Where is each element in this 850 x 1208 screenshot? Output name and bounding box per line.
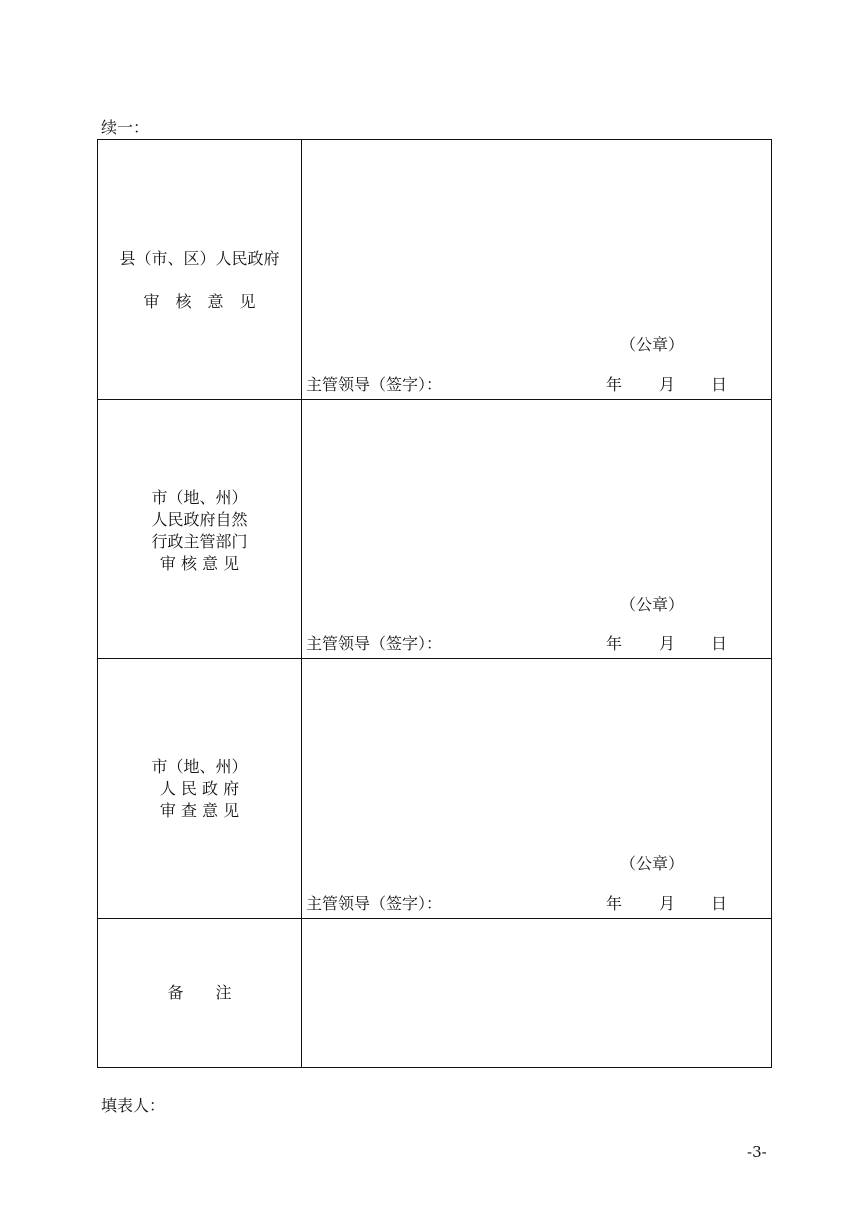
label-line: 审 核 意 见 — [159, 554, 240, 573]
municipal-dept-review-row — [98, 399, 771, 658]
label-line: 行政主管部门 — [151, 532, 248, 551]
municipal-dept-review-label — [98, 487, 301, 575]
seal-label: （公章） — [620, 335, 685, 354]
signer-label: 主管领导（签字）： — [306, 894, 443, 913]
seal-label: （公章） — [620, 595, 685, 614]
page-number: -3- — [747, 1143, 767, 1161]
review-form-table — [97, 139, 772, 1068]
continuation-label: 续一： — [101, 118, 150, 137]
label-line: 人 民 政 府 — [159, 779, 240, 798]
remarks-label — [98, 982, 301, 1004]
date-day: 日 — [711, 634, 728, 653]
date-month: 月 — [659, 634, 676, 653]
label-line: 市（地、州） — [151, 488, 248, 507]
date-year: 年 — [606, 634, 623, 653]
county-review-label — [98, 237, 301, 323]
date-month: 月 — [659, 375, 676, 394]
remarks-row — [98, 918, 771, 1069]
date-month: 月 — [659, 894, 676, 913]
municipal-gov-review-row — [98, 658, 771, 918]
label-line: 审 查 意 见 — [159, 801, 240, 820]
date-day: 日 — [711, 894, 728, 913]
date-year: 年 — [606, 894, 623, 913]
label-line: 备 注 — [167, 983, 232, 1002]
form-filler-label: 填表人： — [101, 1096, 166, 1115]
county-review-row — [98, 140, 771, 399]
seal-label: （公章） — [620, 854, 685, 873]
label-line: 人民政府自然 — [151, 510, 248, 529]
label-line: 市（地、州） — [151, 757, 248, 776]
municipal-gov-review-label — [98, 756, 301, 822]
label-line: 审 核 意 见 — [143, 292, 256, 311]
signer-label: 主管领导（签字）： — [306, 375, 443, 394]
date-year: 年 — [606, 375, 623, 394]
date-day: 日 — [711, 375, 728, 394]
signer-label: 主管领导（签字）： — [306, 634, 443, 653]
label-line: 县（市、区）人民政府 — [119, 249, 280, 268]
